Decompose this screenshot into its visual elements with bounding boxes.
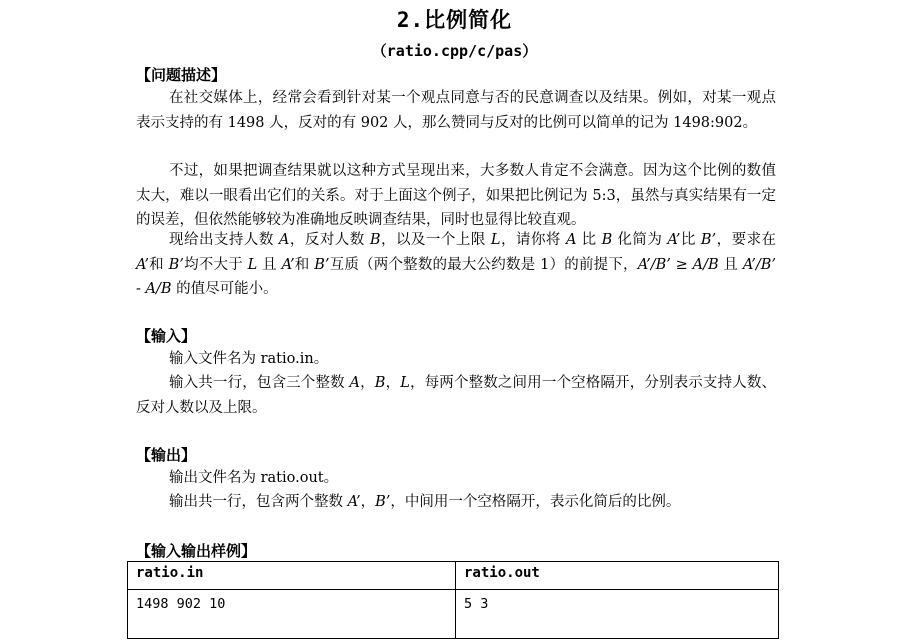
variable-a-prime: A’ <box>136 256 149 273</box>
text-segment: 输入共一行，包含三个整数 <box>169 375 350 391</box>
text-segment: 互质（两个整数的最大公约数是 1）的前提下， <box>329 256 638 273</box>
source-filenames: （ratio.cpp/c/pas） <box>371 42 538 60</box>
sample-io-table <box>127 561 779 639</box>
problem-paragraph-2: 不过，如果把调查结果就以这种方式呈现出来，大多数人肯定不会满意。因为这个比例的数值太大，难以一眼看出它们的关系。对于上面这个例子，如果把比例记为 5:3，虽然与真实结果有一定的误差，但依然能够较为准确地反映调查结果，同时也显得比较直观。 <box>136 163 776 228</box>
problem-title: 2.比例简化 <box>396 8 513 32</box>
problem-paragraph-1: 在社交媒体上，经常会看到针对某一个观点同意与否的民意调查以及结果。例如，对某一观点表示支持的有 1498 人，反对的有 902 人，那么赞同与反对的比例可以简单的记为 1498:902。 <box>136 90 776 131</box>
text-segment: 和 <box>294 256 315 273</box>
variable-b-prime: B’ <box>314 256 330 273</box>
variable-l: L <box>247 256 258 273</box>
text-segment: 且 <box>257 256 282 273</box>
text-segment: 且 <box>718 256 743 273</box>
text-segment: 现给出支持人数 <box>169 232 279 248</box>
text-segment: ， <box>360 494 376 510</box>
text-segment: ， <box>359 375 375 391</box>
variable-b-prime: B’ <box>700 232 717 248</box>
text-segment: ， <box>385 375 401 391</box>
output-heading: 【输出】 <box>136 446 197 464</box>
text-segment: ，请你将 <box>500 232 566 248</box>
variable-a-prime: A’ <box>667 232 681 248</box>
input-paragraph-2 <box>136 371 776 420</box>
variable-a-prime: A’ <box>347 494 361 510</box>
input-paragraph-1: 输入文件名为 ratio.in。 <box>169 351 329 367</box>
variable-a-prime: A’ <box>281 256 295 273</box>
text-segment: ，要求在 <box>716 232 777 248</box>
input-file-column-header: ratio.in <box>128 562 456 590</box>
text-segment: ，反对人数 <box>289 232 370 248</box>
input-heading: 【输入】 <box>136 327 197 345</box>
variable-a: A <box>566 232 577 248</box>
math-difference: A’/B’ - A/B <box>136 256 777 297</box>
problem-paragraph-3 <box>136 228 776 302</box>
text-segment: 比 <box>576 232 602 248</box>
text-segment: ，中间用一个空格隔开，表示化简后的比例。 <box>390 494 681 510</box>
text-segment: 和 <box>148 256 169 273</box>
output-paragraph-1: 输出文件名为 ratio.out。 <box>169 470 339 486</box>
math-inequality: A’/B’ ≥ A/B <box>637 256 719 273</box>
output-file-column-header: ratio.out <box>456 562 779 590</box>
output-paragraph-2 <box>136 490 776 515</box>
variable-b: B <box>374 375 386 391</box>
variable-a: A <box>349 375 360 391</box>
variable-b-prime: B’ <box>168 256 184 273</box>
text-segment: 的值尽可能小。 <box>171 281 278 297</box>
variable-b: B <box>369 232 381 248</box>
text-segment: ，以及一个上限 <box>380 232 491 248</box>
variable-b-prime: B’ <box>375 494 391 510</box>
table-row <box>128 590 779 639</box>
sample-output-cell: 5 3 <box>456 590 779 639</box>
text-segment: 化简为 <box>612 232 668 248</box>
table-header-row <box>128 562 779 590</box>
variable-a: A <box>278 232 290 248</box>
variable-l: L <box>490 232 501 248</box>
sample-heading: 【输入输出样例】 <box>136 542 257 560</box>
text-segment: 均不大于 <box>183 256 248 273</box>
text-segment: ，每两个整数之间用一个空格隔开，分别表示支持人数、反对人数以及上限。 <box>136 375 777 416</box>
problem-description-heading: 【问题描述】 <box>136 66 227 84</box>
text-segment: 输出共一行，包含两个整数 <box>169 494 348 510</box>
variable-b: B <box>601 232 613 248</box>
sample-input-cell: 1498 902 10 <box>128 590 456 639</box>
text-segment: 比 <box>680 232 701 248</box>
variable-l: L <box>400 375 410 391</box>
